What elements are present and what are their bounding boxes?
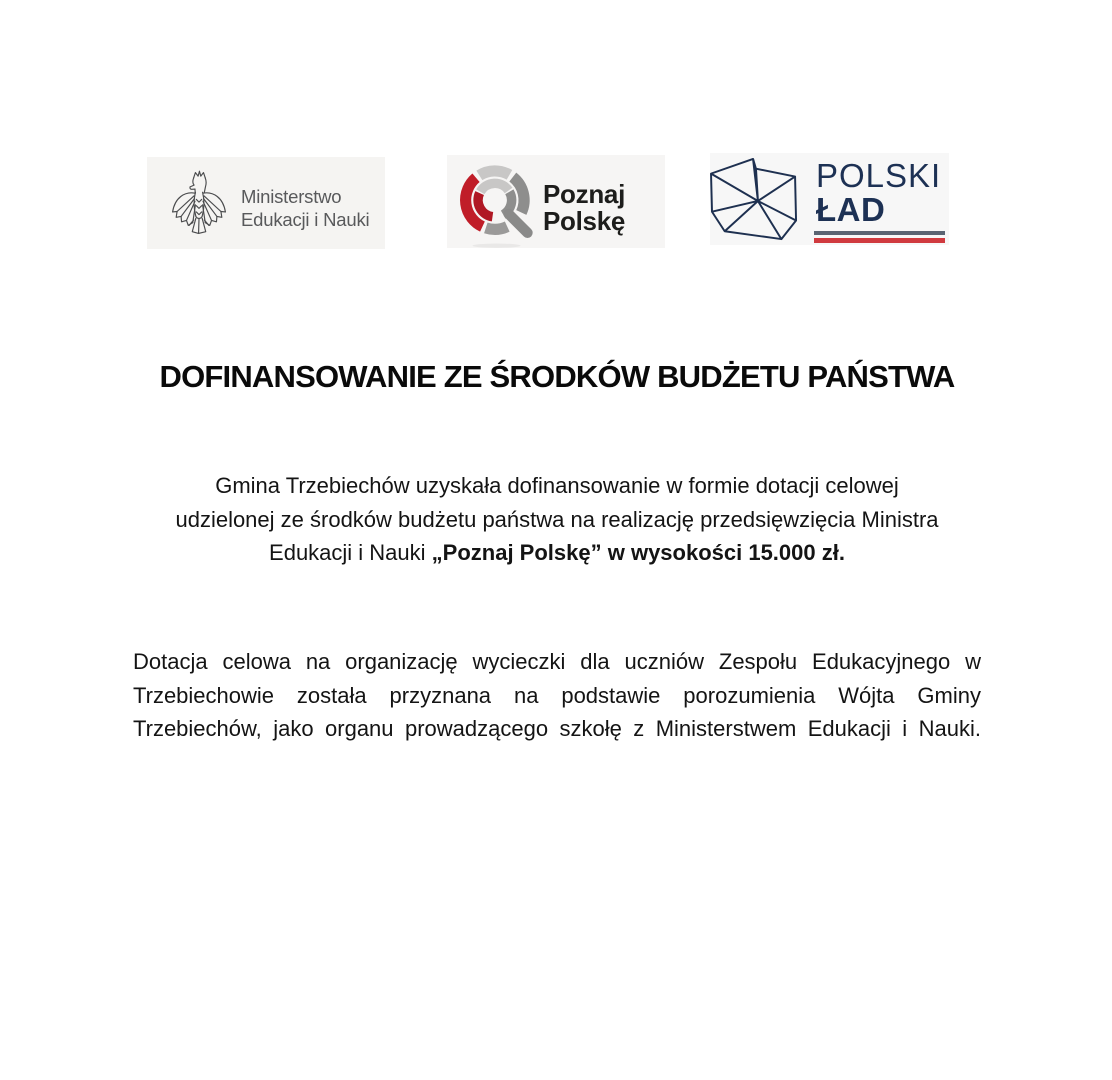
polski-lad-logo xyxy=(710,153,949,245)
flag-bar-navy xyxy=(814,231,945,235)
grant-details-line2: Trzebiechowie została przyznana na podstawie porozumienia Wójta Gminy xyxy=(133,682,981,708)
grant-details-paragraph xyxy=(133,645,981,746)
ministry-logo-line1: Ministerstwo xyxy=(241,186,342,207)
polski-lad-flag-bars xyxy=(814,231,945,243)
funding-summary-line1: Gmina Trzebiechów uzyskała dofinansowanie w formie dotacji celowej xyxy=(215,473,899,498)
grant-details-line1: Dotacja celowa na organizację wycieczki dla uczniów Zespołu Edukacyjnego w xyxy=(133,649,981,674)
poznaj-polske-logo xyxy=(447,155,665,248)
flag-bar-red xyxy=(814,238,945,243)
ministry-of-education-logo xyxy=(147,157,385,249)
polish-eagle-icon xyxy=(167,169,231,237)
polski-lad-line1: POLSKI xyxy=(816,157,942,194)
ministry-logo-line2: Edukacji i Nauki xyxy=(241,209,370,230)
crystal-polygon-icon xyxy=(710,157,800,243)
magnifier-lens-icon xyxy=(457,164,543,250)
ministry-logo-text xyxy=(241,185,369,231)
funding-summary-paragraph xyxy=(133,469,981,570)
poznaj-logo-line2: Polskę xyxy=(543,206,626,236)
funding-summary-line3-regular: Edukacji i Nauki xyxy=(269,540,432,565)
page-title: DOFINANSOWANIE ZE ŚRODKÓW BUDŻETU PAŃSTWA xyxy=(159,359,955,394)
funding-summary-line3 xyxy=(133,536,981,570)
poznaj-polske-logo-text xyxy=(543,181,625,235)
grant-details-line3: Trzebiechów, jako organu prowadzącego szkołę z Ministerstwem Edukacji i Nauki. xyxy=(133,716,981,741)
funding-summary-line2: udzielonej ze środków budżetu państwa na realizację przedsięwzięcia Ministra xyxy=(175,506,939,532)
polski-lad-line2: ŁAD xyxy=(816,191,886,228)
polski-lad-logo-text xyxy=(816,159,941,227)
funding-amount-bold: „Poznaj Polskę” w wysokości 15.000 zł. xyxy=(431,540,845,565)
poznaj-logo-line1: Poznaj xyxy=(543,179,625,209)
